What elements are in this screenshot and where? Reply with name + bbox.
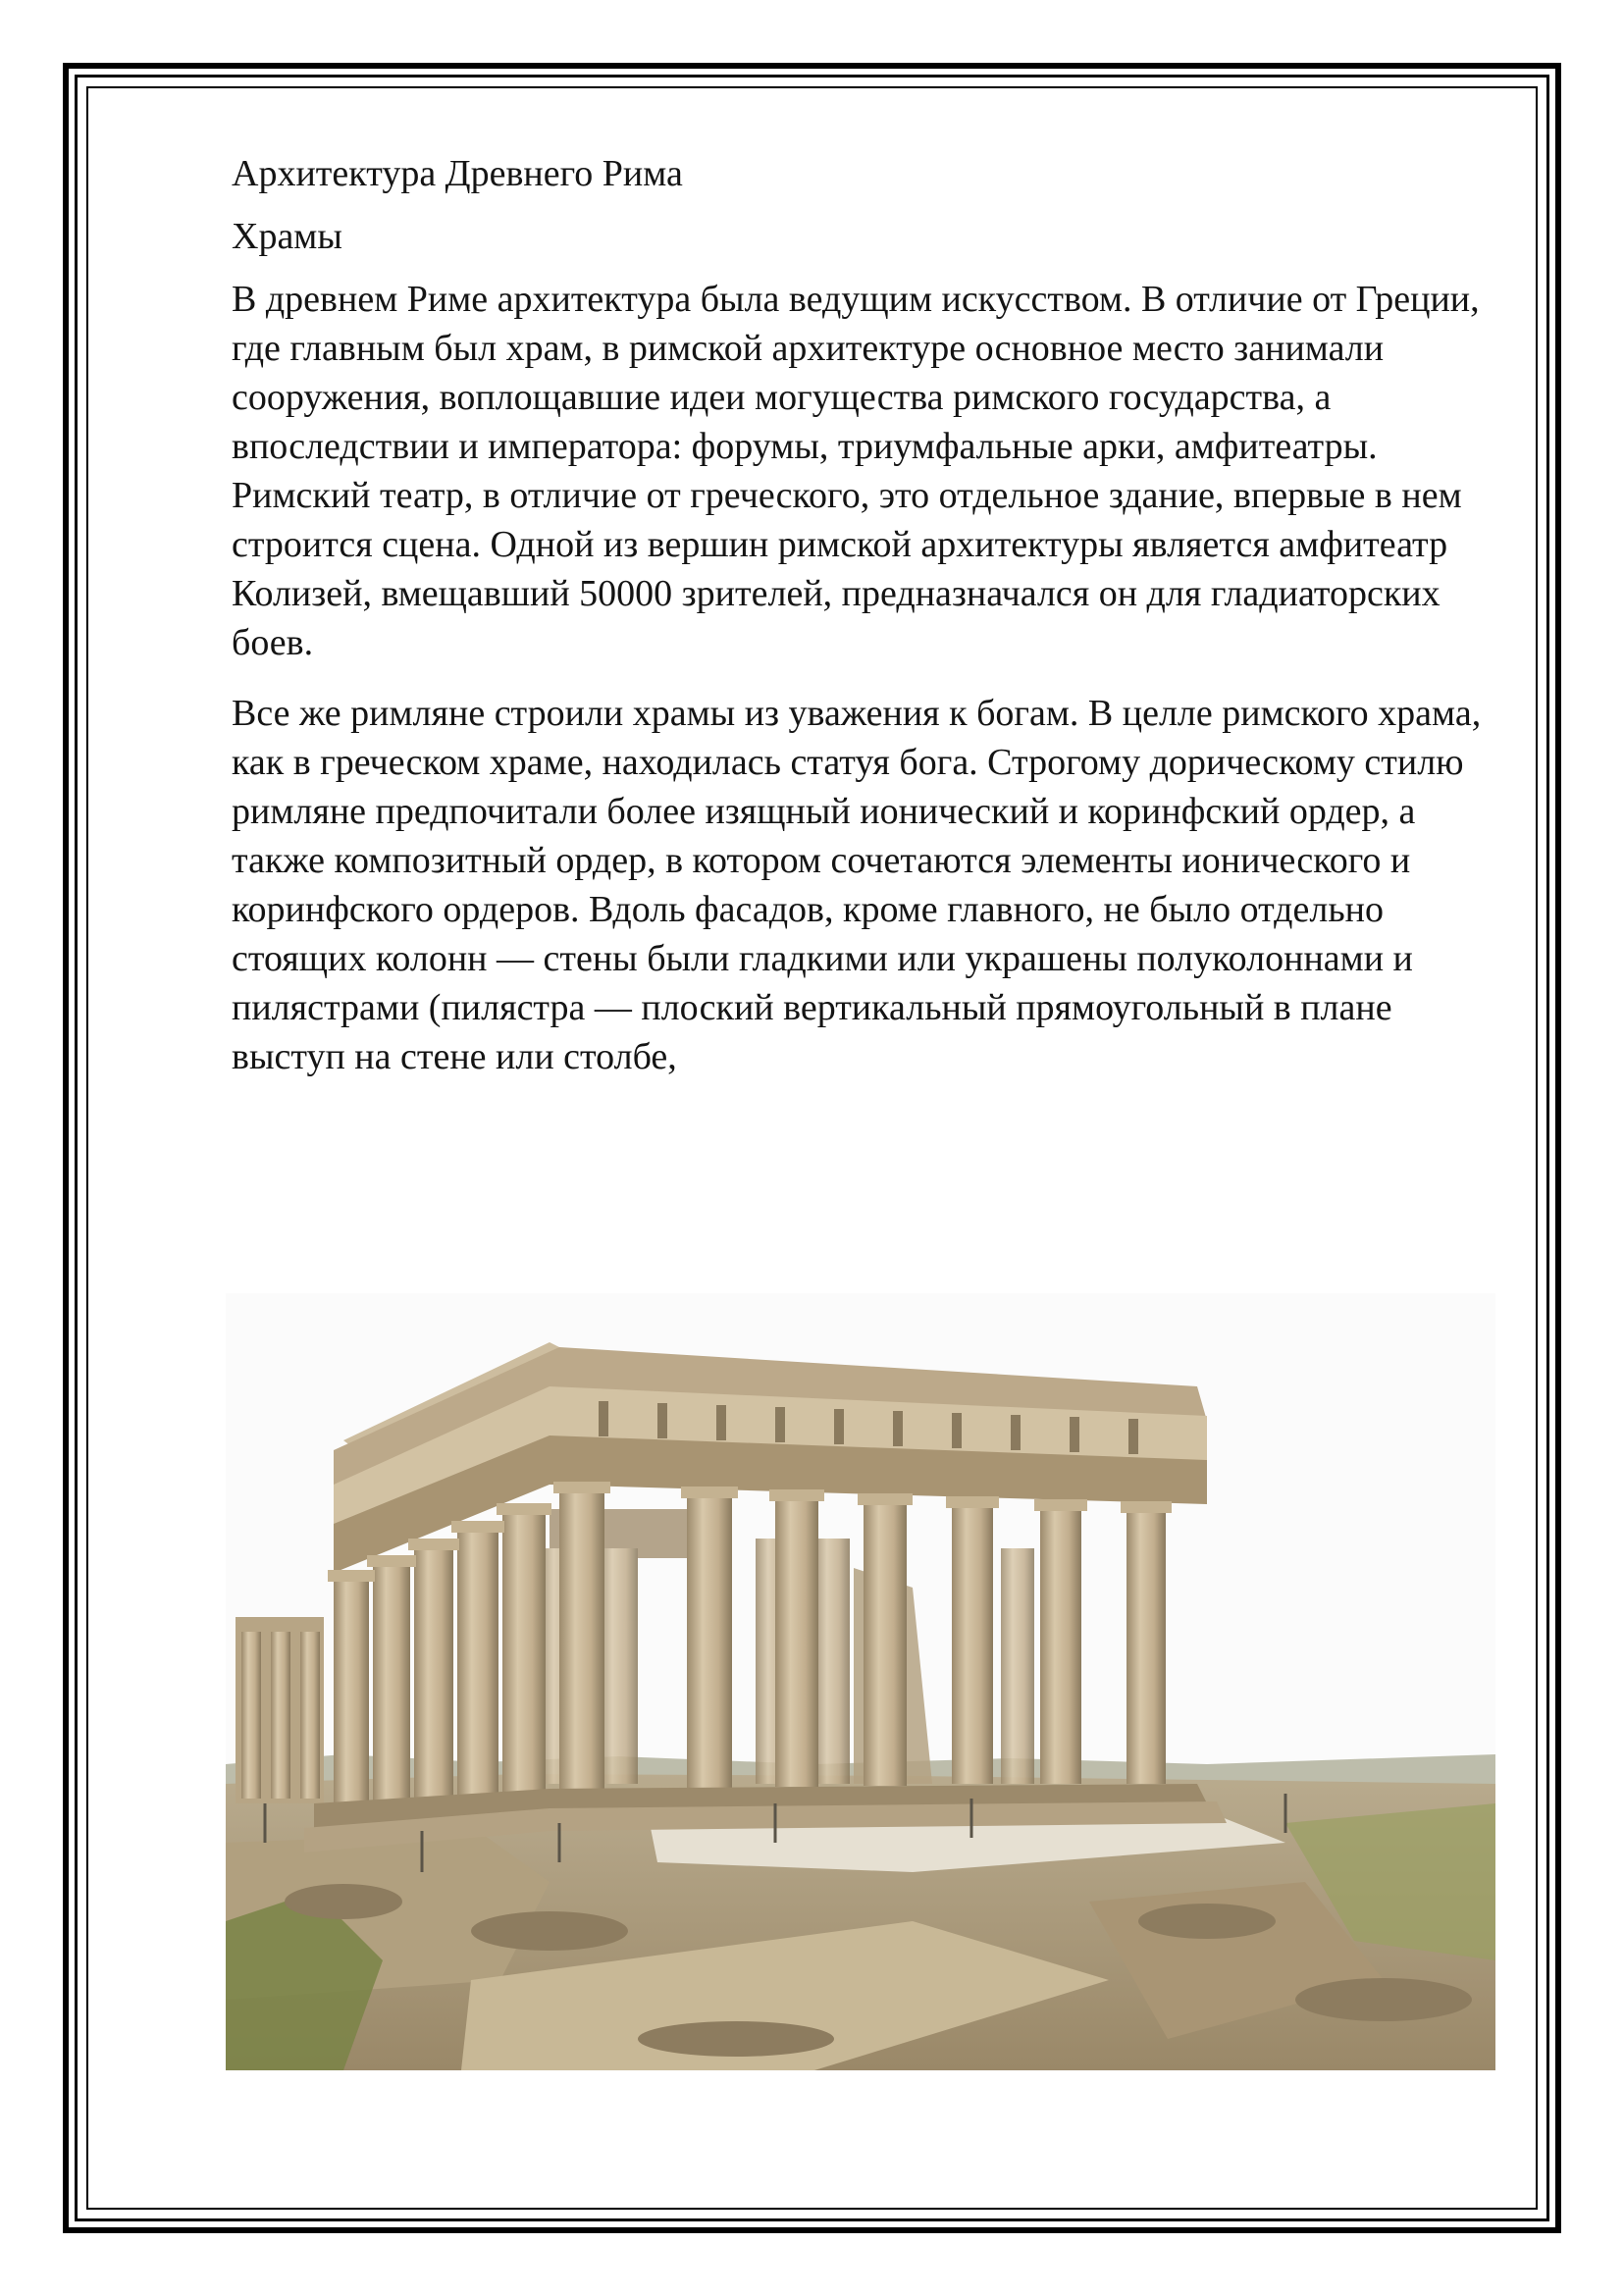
paragraph-2: Все же римляне строили храмы из уважения к богам. В целле римского храма, как в греческом храме, находилась статуя бога. Строгому дорическому стилю римляне предпочитали более изящный ионический и коринфский ордер, а также композитный ордер, в котором сочетаются элементы ионического и коринфского ордеров. Вдоль фасадов, кроме главного, не было отдельно стоящих колонн — стены были гладкими или украшены полуколоннами и пилястрами (пилястра — плоский вертикальный прямоугольный в плане выступ на стене или столбе, xyxy=(232,693,1482,1077)
section-heading: Храмы xyxy=(232,216,342,257)
temple-ruins-photo xyxy=(226,1293,1495,2070)
paragraph-1: В древнем Риме архитектура была ведущим искусством. В отличие от Греции, где главным был храм, в римской архитектуре основное место занимали сооружения, воплощавшие идеи могущества римского государства, а впоследствии и императора: форумы, триумфальные арки, амфитеатры. Римский театр, в отличие от греческого, это отдельное здание, впервые в нем строится сцена. Одной из вершин римской архитектуры является амфитеатр Колизей, вмещавший 50000 зрителей, предназначался он для гладиаторских боев. xyxy=(232,279,1480,663)
document-body xyxy=(232,149,1497,1103)
document-title: Архитектура Древнего Рима xyxy=(232,153,683,194)
temple-ruins-illustration xyxy=(226,1293,1495,2070)
